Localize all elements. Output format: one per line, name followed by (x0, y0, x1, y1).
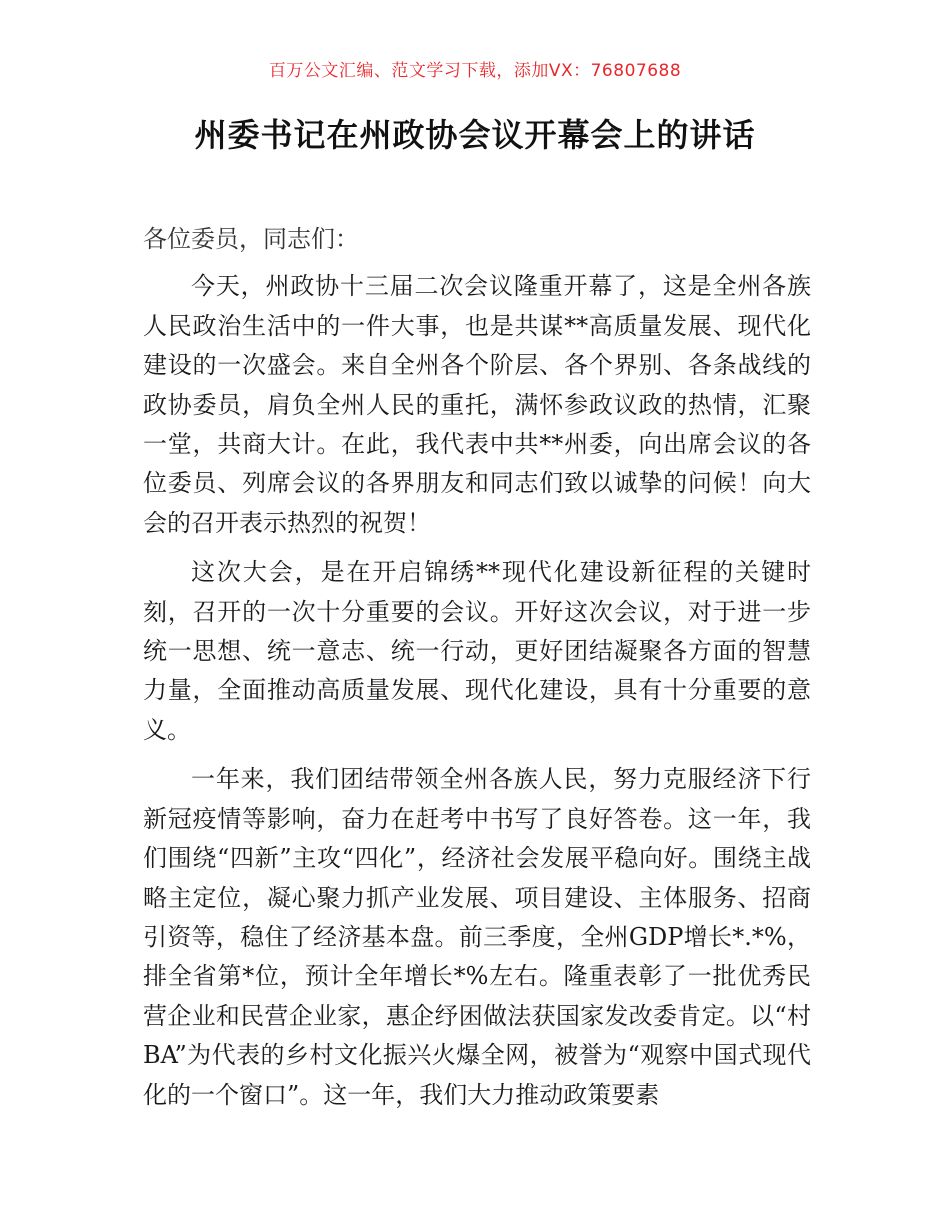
paragraph: 这次大会，是在开启锦绣**现代化建设新征程的关键时刻，召开的一次十分重要的会议。开好这次会议，对于进一步统一思想、统一意志、统一行动，更好团结凝聚各方面的智慧力量，全面推动高质量发展、现代化建设，具有十分重要的意义。 (143, 558, 811, 744)
paragraph: 今天，州政协十三届二次会议隆重开幕了，这是全州各族人民政治生活中的一件大事，也是共谋**高质量发展、现代化建设的一次盛会。来自全州各个阶层、各个界别、各条战线的政协委员，肩负全州人民的重托，满怀参政议政的热情，汇聚一堂，共商大计。在此，我代表中共**州委，向出席会议的各位委员、列席会议的各界朋友和同志们致以诚挚的问候！向大会的召开表示热烈的祝贺！ (143, 272, 811, 537)
salutation: 各位委员，同志们： (143, 225, 359, 253)
document-body (143, 220, 811, 1125)
document-title: 州委书记在州政协会议开幕会上的讲话 (194, 116, 756, 154)
promo-header: 百万公文汇编、范文学习下载，添加VX：76807688 (268, 61, 682, 81)
paragraph: 一年来，我们团结带领全州各族人民，努力克服经济下行新冠疫情等影响，奋力在赶考中书写了良好答卷。这一年，我们围绕“四新”主攻“四化”，经济社会发展平稳向好。围绕主战略主定位，凝心聚力抓产业发展、项目建设、主体服务、招商引资等，稳住了经济基本盘。前三季度，全州GDP增长*.*%，排全省第*位，预计全年增长*%左右。隆重表彰了一批优秀民营企业和民营企业家，惠企纾困做法获国家发改委肯定。以“村BA”为代表的乡村文化振兴火爆全网，被誉为“观察中国式现代化的一个窗口”。这一年，我们大力推动政策要素 (143, 765, 811, 1109)
